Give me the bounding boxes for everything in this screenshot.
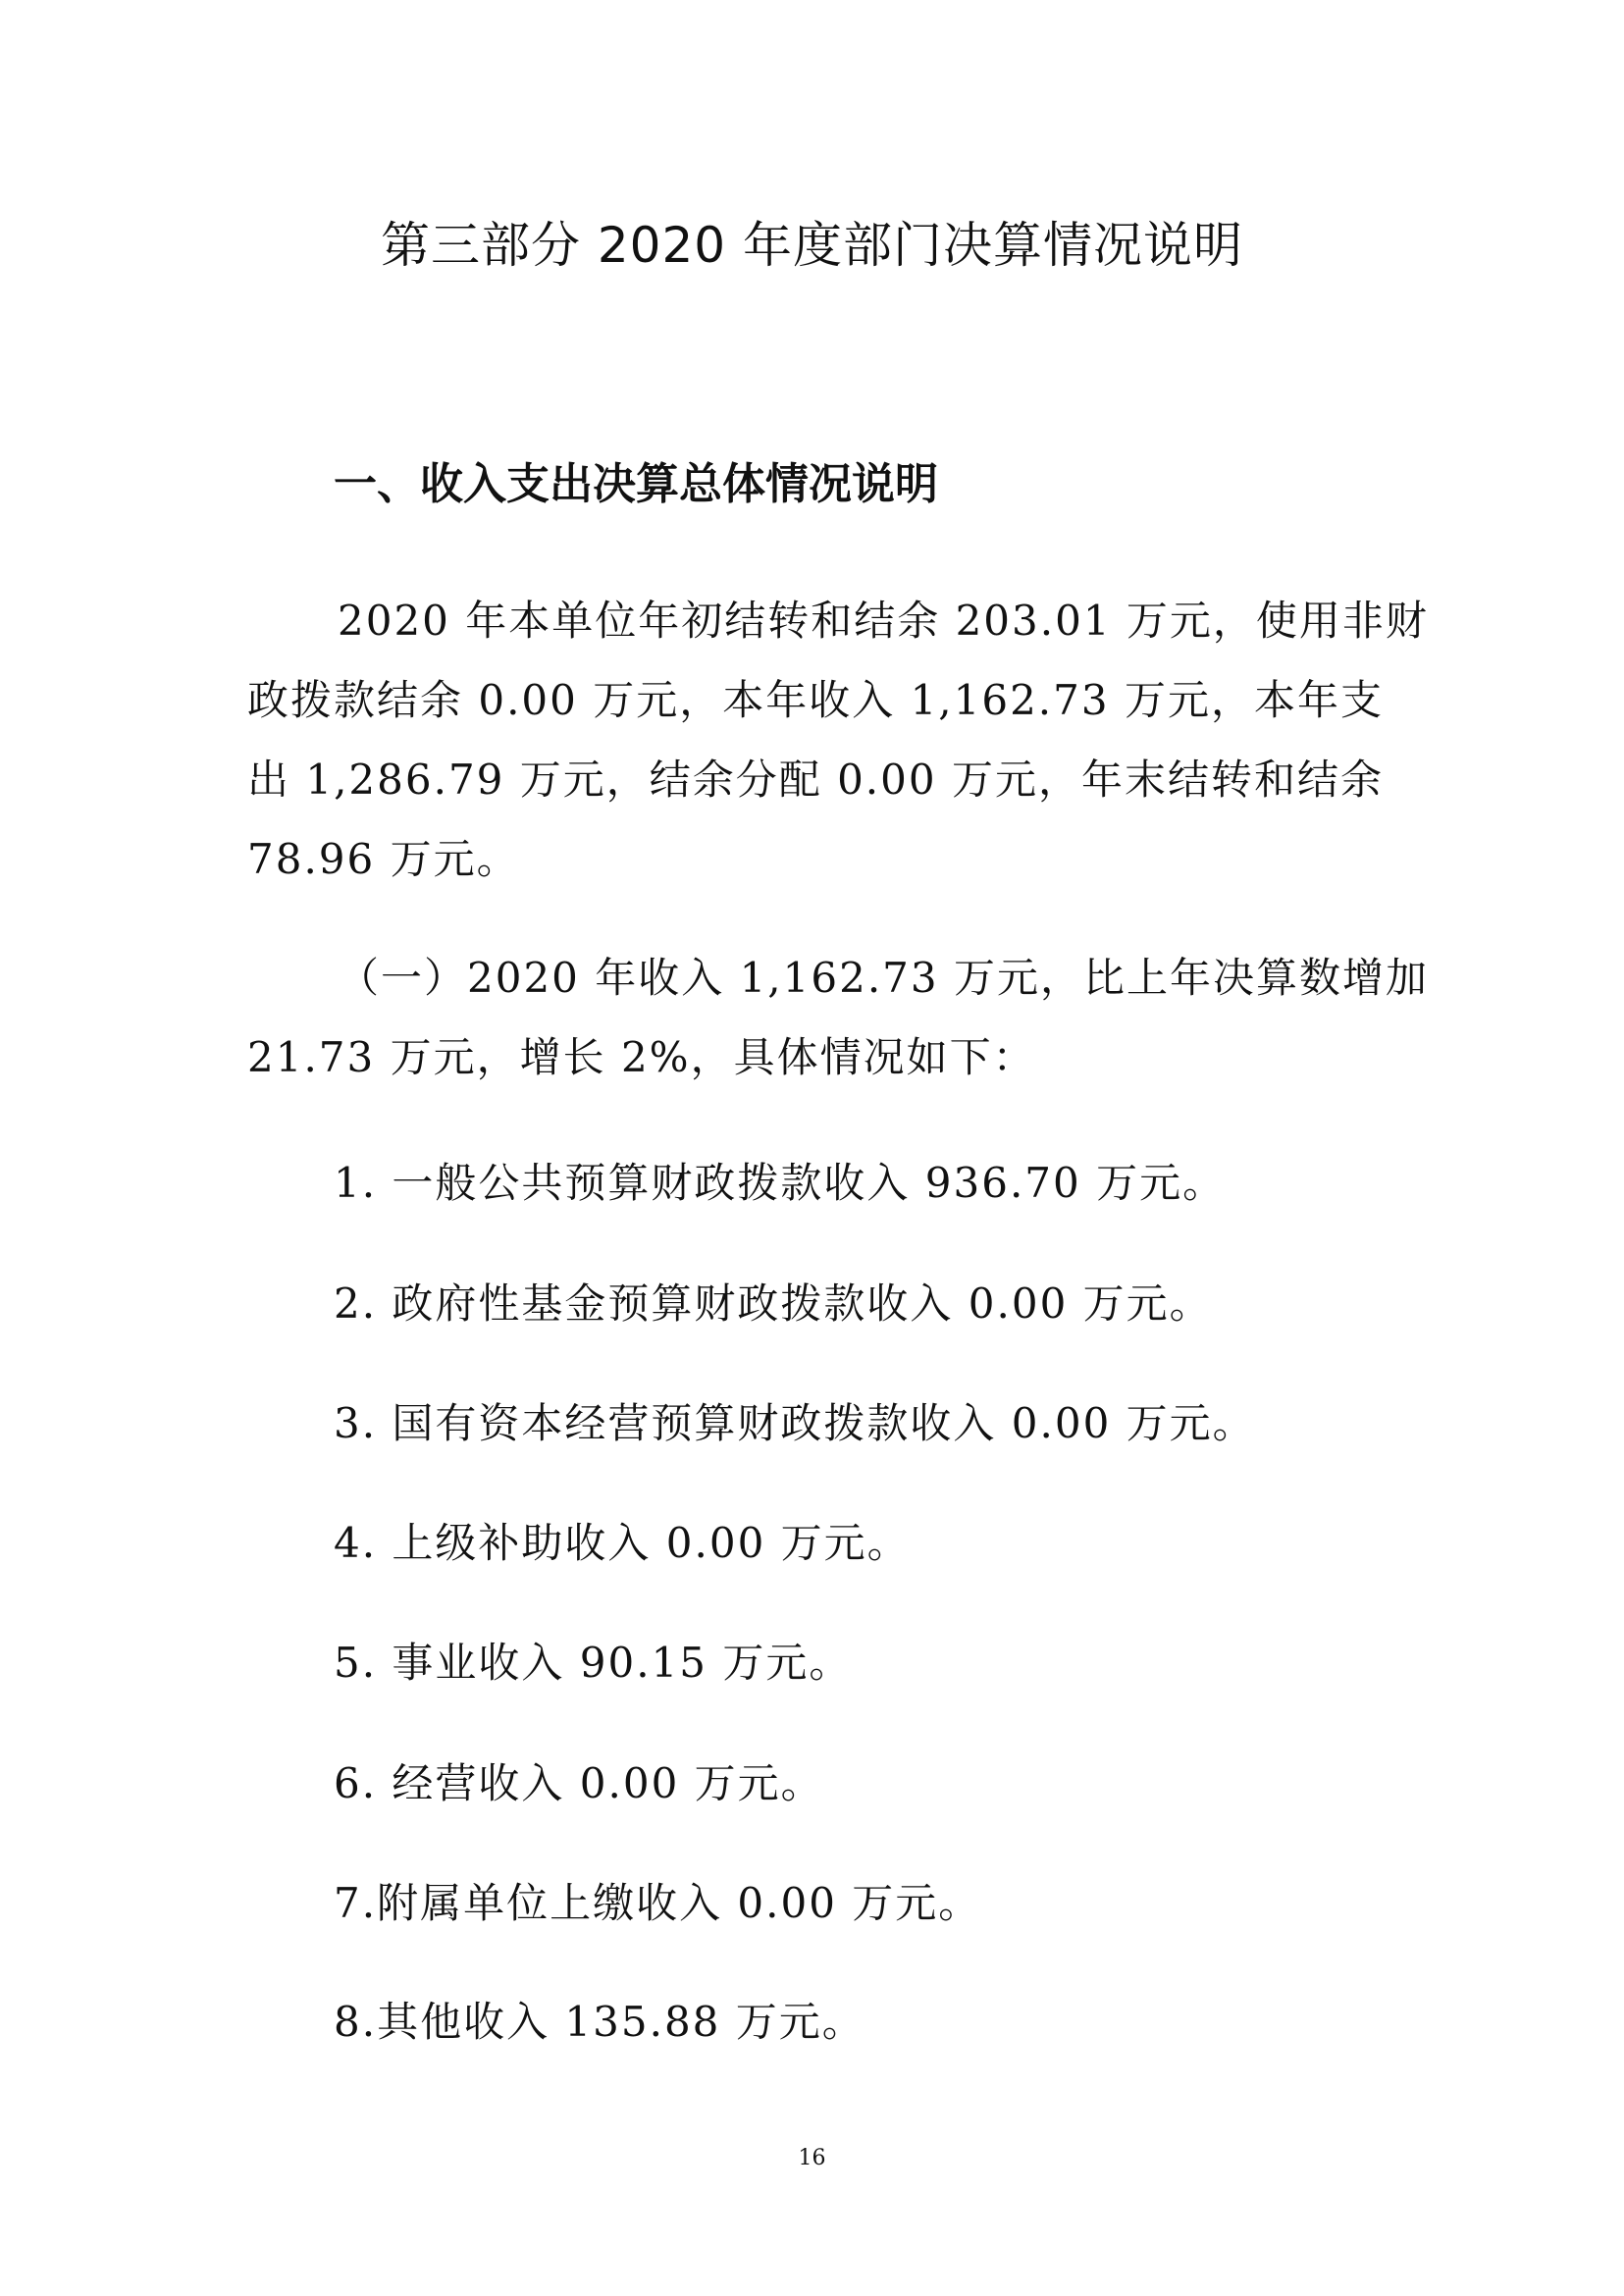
income-item: 4. 上级补助收入 0.00 万元。 xyxy=(334,1519,911,1567)
paragraph-line: 78.96 万元。 xyxy=(247,835,520,883)
page-title: 第三部分 2020 年度部门决算情况说明 xyxy=(380,217,1244,274)
paragraph-line: 出 1,286.79 万元，结余分配 0.00 万元，年末结转和结余 xyxy=(247,756,1384,804)
section-heading: 一、收入支出决算总体情况说明 xyxy=(334,459,938,509)
paragraph-line: 政拨款结余 0.00 万元，本年收入 1,162.73 万元，本年支 xyxy=(247,676,1384,724)
income-item: 2. 政府性基金预算财政拨款收入 0.00 万元。 xyxy=(334,1279,1213,1328)
paragraph-line: 2020 年本单位年初结转和结余 203.01 万元，使用非财 xyxy=(338,597,1429,645)
paragraph-line: （一）2020 年收入 1,162.73 万元，比上年决算数增加 xyxy=(338,954,1429,1002)
income-item: 7.附属单位上缴收入 0.00 万元。 xyxy=(334,1879,982,1927)
income-item: 8.其他收入 135.88 万元。 xyxy=(334,1998,865,2046)
income-item: 3. 国有资本经营预算财政拨款收入 0.00 万元。 xyxy=(334,1399,1256,1447)
income-item: 6. 经营收入 0.00 万元。 xyxy=(334,1759,824,1807)
paragraph-line: 21.73 万元，增长 2%，具体情况如下： xyxy=(247,1033,1036,1081)
income-item: 1. 一般公共预算财政拨款收入 936.70 万元。 xyxy=(334,1159,1227,1207)
income-item: 5. 事业收入 90.15 万元。 xyxy=(334,1639,853,1687)
income-paragraph xyxy=(247,938,1429,1097)
page-number: 16 xyxy=(798,2146,826,2170)
summary-paragraph xyxy=(247,581,1429,899)
